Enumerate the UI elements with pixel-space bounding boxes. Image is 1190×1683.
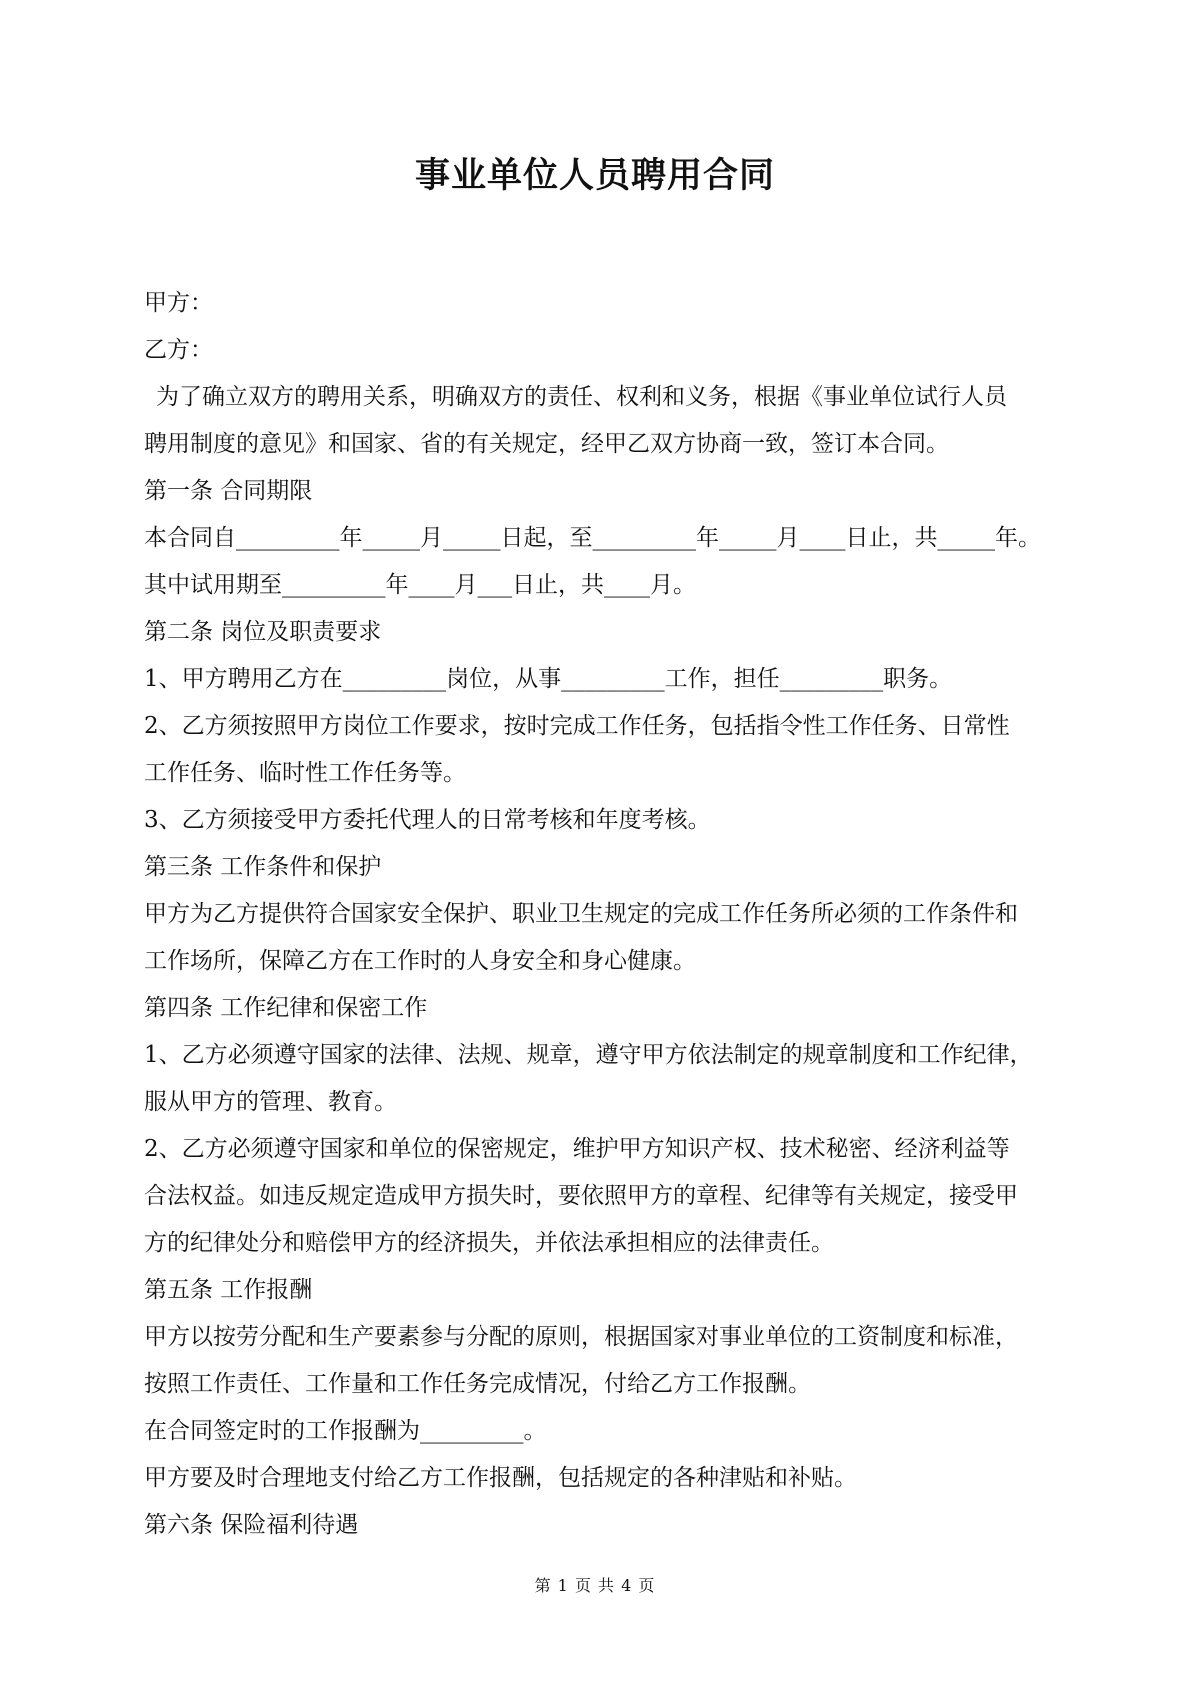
confidentiality-line-3: 方的纪律处分和赔偿甲方的经济损失，并依法承担相应的法律责任。 — [144, 1230, 834, 1256]
discipline-line-1: 1、乙方必须遵守国家的法律、法规、规章，遵守甲方依法制定的规章制度和工作纪律， — [144, 1042, 1033, 1068]
remuneration-amount-line: 在合同签定时的工作报酬为_________。 — [144, 1418, 547, 1444]
discipline-line-2: 服从甲方的管理、教育。 — [144, 1089, 397, 1115]
article-5-heading: 第五条 工作报酬 — [144, 1277, 313, 1303]
remuneration-line-1: 甲方以按劳分配和生产要素参与分配的原则，根据国家对事业单位的工资制度和标准， — [144, 1324, 1018, 1350]
position-line: 1、甲方聘用乙方在_________岗位，从事_________工作，担任_________职务。 — [144, 666, 953, 692]
conditions-line-1: 甲方为乙方提供符合国家安全保护、职业卫生规定的完成工作任务所必须的工作条件和 — [144, 901, 1018, 927]
remuneration-line-2: 按照工作责任、工作量和工作任务完成情况，付给乙方工作报酬。 — [144, 1371, 811, 1397]
party-a-line: 甲方： — [144, 290, 213, 316]
article-3-heading: 第三条 工作条件和保护 — [144, 854, 382, 880]
conditions-line-2: 工作场所，保障乙方在工作时的人身安全和身心健康。 — [144, 948, 696, 974]
duty-line-2: 工作任务、临时性工作任务等。 — [144, 760, 466, 786]
confidentiality-line-1: 2、乙方必须遵守国家和单位的保密规定，维护甲方知识产权、技术秘密、经济利益等 — [144, 1136, 1010, 1162]
article-6-heading: 第六条 保险福利待遇 — [144, 1512, 359, 1538]
document-title: 事业单位人员聘用合同 — [414, 155, 775, 196]
confidentiality-line-2: 合法权益。如违反规定造成甲方损失时，要依照甲方的章程、纪律等有关规定，接受甲 — [144, 1183, 1018, 1209]
party-b-line: 乙方： — [144, 337, 213, 363]
probation-line: 其中试用期至_________年____月___日止，共____月。 — [144, 572, 696, 598]
article-2-heading: 第二条 岗位及职责要求 — [144, 619, 382, 645]
article-1-heading: 第一条 合同期限 — [144, 478, 313, 504]
duty-line-1: 2、乙方须按照甲方岗位工作要求，按时完成工作任务，包括指令性工作任务、日常性 — [144, 713, 1010, 739]
remuneration-payment-line: 甲方要及时合理地支付给乙方工作报酬，包括规定的各种津贴和补贴。 — [144, 1465, 857, 1491]
contract-term-line: 本合同自_________年_____月_____日起，至_________年_____月____日止，共_____年。 — [144, 525, 1041, 551]
preamble-line-2: 聘用制度的意见》和国家、省的有关规定，经甲乙双方协商一致，签订本合同。 — [144, 431, 949, 457]
page-number-footer: 第 1 页 共 4 页 — [534, 1576, 656, 1595]
document-body — [144, 280, 1056, 1549]
preamble-line-1: 为了确立双方的聘用关系，明确双方的责任、权利和义务，根据《事业单位试行人员 — [156, 384, 1007, 410]
assessment-line: 3、乙方须接受甲方委托代理人的日常考核和年度考核。 — [144, 807, 711, 833]
article-4-heading: 第四条 工作纪律和保密工作 — [144, 995, 428, 1021]
